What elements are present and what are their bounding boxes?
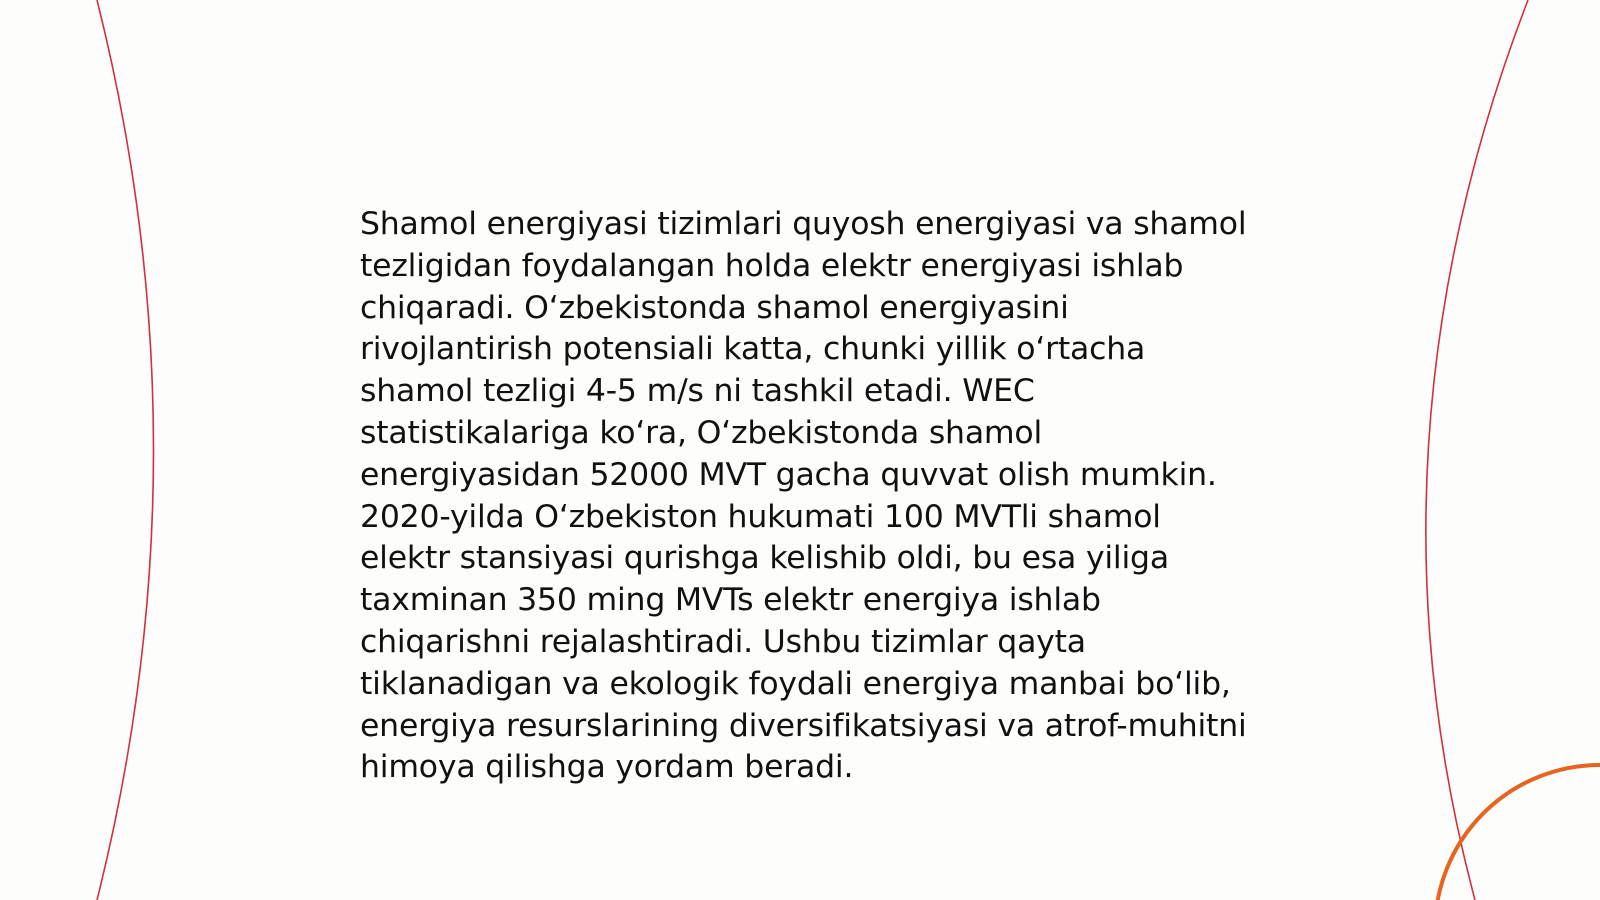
left-curve-line xyxy=(97,0,154,900)
right-curve-line xyxy=(1426,0,1528,900)
accent-circle xyxy=(1435,765,1600,900)
body-paragraph: Shamol energiyasi tizimlari quyosh energiyasi va shamol tezligidan foydalangan holda elektr energiyasi ishlab chiqaradi. O‘zbekistonda shamol energiyasini rivojlantirish potensiali katta, chunki yillik o‘rtacha shamol tezligi 4-5 m/s ni tashkil etadi. WEC statistikalariga ko‘ra, O‘zbekistonda shamol energiyasidan 52000 MVT gacha quvvat olish mumkin. 2020-yilda O‘zbekiston hukumati 100 MVTli shamol elektr stansiyasi qurishga kelishib oldi, bu esa yiliga taxminan 350 ming MVTs elektr energiya ishlab chiqarishni rejalashtiradi. Ushbu tizimlar qayta tiklanadigan va ekologik foydali energiya manbai bo‘lib, energiya resurslarining diversifikatsiyasi va atrof-muhitni himoya qilishga yordam beradi. xyxy=(360,206,1247,786)
